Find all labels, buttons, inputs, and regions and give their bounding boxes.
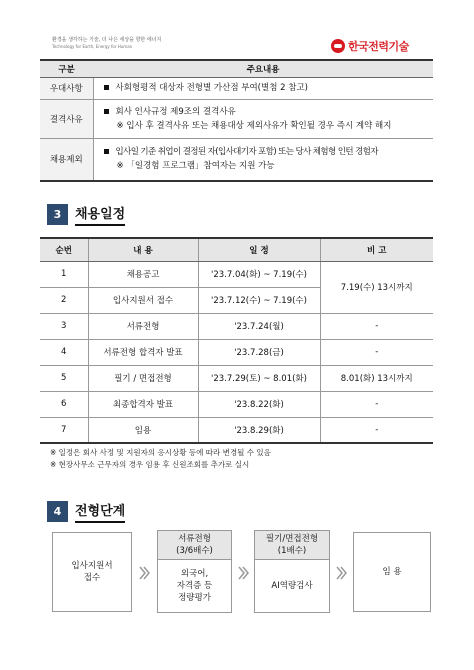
cell-date: '23.7.28(금) bbox=[198, 339, 320, 365]
col-header-no: 순번 bbox=[40, 238, 88, 261]
chevron-right-icon bbox=[238, 566, 249, 580]
table-row bbox=[40, 417, 433, 443]
schedule-notes bbox=[50, 447, 271, 471]
cell-note: - bbox=[320, 417, 433, 443]
cell-note: 8.01(화) 13시까지 bbox=[320, 365, 433, 391]
row-note: ※ 「일경험 프로그램」참여자는 지원 가능 bbox=[116, 161, 275, 172]
flow-step-line: 정량평가 bbox=[178, 593, 211, 603]
cell-no: 7 bbox=[40, 417, 88, 443]
flow-step-line: 접수 bbox=[83, 573, 101, 583]
cell-item: 서류전형 합격자 발표 bbox=[88, 339, 198, 365]
slogan-line-2: Technology for Earth, Energy for Human bbox=[52, 44, 133, 49]
flow-step-line: 외국어, bbox=[180, 569, 209, 579]
table-row bbox=[40, 365, 433, 391]
table-row bbox=[40, 391, 433, 417]
flow-step-line: AI역량검사 bbox=[271, 581, 313, 591]
section-number: 4 bbox=[47, 501, 68, 522]
cell-no: 2 bbox=[40, 287, 88, 313]
cell-no: 3 bbox=[40, 313, 88, 339]
cell-date: '23.7.04(화) ~ 7.19(수) bbox=[198, 261, 320, 287]
cell-no: 4 bbox=[40, 339, 88, 365]
chevron-right-icon bbox=[336, 566, 347, 580]
cell-date: '23.7.24(월) bbox=[198, 313, 320, 339]
chevron-right-icon bbox=[139, 566, 150, 580]
section-3-heading bbox=[47, 203, 125, 226]
table-row bbox=[40, 261, 433, 287]
flow-step-document-body bbox=[157, 560, 232, 613]
table-row bbox=[40, 77, 433, 99]
cell-item: 최종합격자 발표 bbox=[88, 391, 198, 417]
row-note: ※ 입사 후 결격사유 또는 채용대상 제외사유가 확인될 경우 즉시 계약 해지 bbox=[116, 120, 392, 131]
slogan-line-1: 환경을 생각하는 기술, 더 나은 세상을 향한 에너지 bbox=[52, 37, 162, 43]
col-header-content: 주요내용 bbox=[93, 60, 433, 77]
header-slogan bbox=[52, 36, 182, 49]
row-key: 결격사유 bbox=[40, 99, 93, 138]
bullet-square-icon bbox=[104, 109, 109, 114]
table-header-row bbox=[40, 60, 433, 77]
flow-step-written-interview-body bbox=[254, 560, 330, 613]
row-content bbox=[93, 77, 433, 99]
row-key: 우대사항 bbox=[40, 77, 93, 99]
company-logo bbox=[331, 38, 409, 54]
flow-step-line: (3/6배수) bbox=[176, 546, 213, 556]
col-header-note: 비 고 bbox=[320, 238, 433, 261]
row-line: 회사 인사규정 제9조의 결격사유 bbox=[115, 106, 236, 117]
flow-step-written-interview-head bbox=[254, 530, 330, 560]
row-line: 입사일 기준 취업이 결정된 자(입사대기자 포함) 또는 당사 체험형 인턴 경험자 bbox=[115, 147, 378, 158]
flow-step-line: 임 용 bbox=[382, 567, 402, 577]
requirements-table bbox=[40, 59, 433, 182]
flow-step-line: 필기/면접전형 bbox=[265, 534, 319, 544]
cell-note: - bbox=[320, 391, 433, 417]
col-header-date: 일 정 bbox=[198, 238, 320, 261]
section-number: 3 bbox=[47, 204, 68, 225]
table-header-row bbox=[40, 238, 433, 261]
cell-date: '23.7.29(토) ~ 8.01(화) bbox=[198, 365, 320, 391]
bullet-square-icon bbox=[104, 149, 109, 154]
logo-text: 한국전력기술 bbox=[348, 40, 409, 53]
table-row bbox=[40, 313, 433, 339]
section-title: 전형단계 bbox=[75, 500, 125, 523]
col-header-category: 구분 bbox=[40, 60, 93, 77]
cell-item: 채용공고 bbox=[88, 261, 198, 287]
cell-note: - bbox=[320, 313, 433, 339]
col-header-item: 내 용 bbox=[88, 238, 198, 261]
flow-step-line: (1배수) bbox=[277, 546, 307, 556]
row-content bbox=[93, 138, 433, 181]
row-content bbox=[93, 99, 433, 138]
kepco-enc-logo-icon bbox=[331, 39, 345, 53]
cell-date: '23.7.12(수) ~ 7.19(수) bbox=[198, 287, 320, 313]
table-row bbox=[40, 99, 433, 138]
schedule-table bbox=[40, 237, 433, 444]
table-row bbox=[40, 339, 433, 365]
section-title: 채용일정 bbox=[75, 203, 125, 226]
table-row bbox=[40, 138, 433, 181]
note-line: ※ 현장사무소 근무자의 경우 임용 후 신원조회를 추가로 실시 bbox=[50, 460, 250, 469]
cell-no: 6 bbox=[40, 391, 88, 417]
note-line: ※ 일정은 회사 사정 및 지원자의 응시상황 등에 따라 변경될 수 있음 bbox=[50, 448, 271, 457]
flow-step-document-head bbox=[157, 530, 232, 560]
cell-note-merged: 7.19(수) 13시까지 bbox=[320, 261, 433, 313]
cell-item: 입사지원서 접수 bbox=[88, 287, 198, 313]
flow-step-line: 입사지원서 bbox=[71, 561, 113, 571]
row-line: 사회형평적 대상자 전형별 가산점 부여(별첨 2 참고) bbox=[115, 83, 308, 93]
flow-step-appointment bbox=[353, 532, 431, 612]
cell-item: 서류전형 bbox=[88, 313, 198, 339]
section-4-heading bbox=[47, 500, 125, 523]
cell-item: 필기 / 면접전형 bbox=[88, 365, 198, 391]
cell-no: 5 bbox=[40, 365, 88, 391]
cell-item: 임용 bbox=[88, 417, 198, 443]
cell-date: '23.8.22(화) bbox=[198, 391, 320, 417]
cell-note: - bbox=[320, 339, 433, 365]
flow-step-application bbox=[52, 532, 132, 612]
bullet-square-icon bbox=[104, 85, 109, 90]
cell-no: 1 bbox=[40, 261, 88, 287]
row-key: 채용제외 bbox=[40, 138, 93, 181]
cell-date: '23.8.29(화) bbox=[198, 417, 320, 443]
flow-step-line: 서류전형 bbox=[178, 534, 211, 544]
flow-step-line: 자격증 등 bbox=[176, 581, 213, 591]
